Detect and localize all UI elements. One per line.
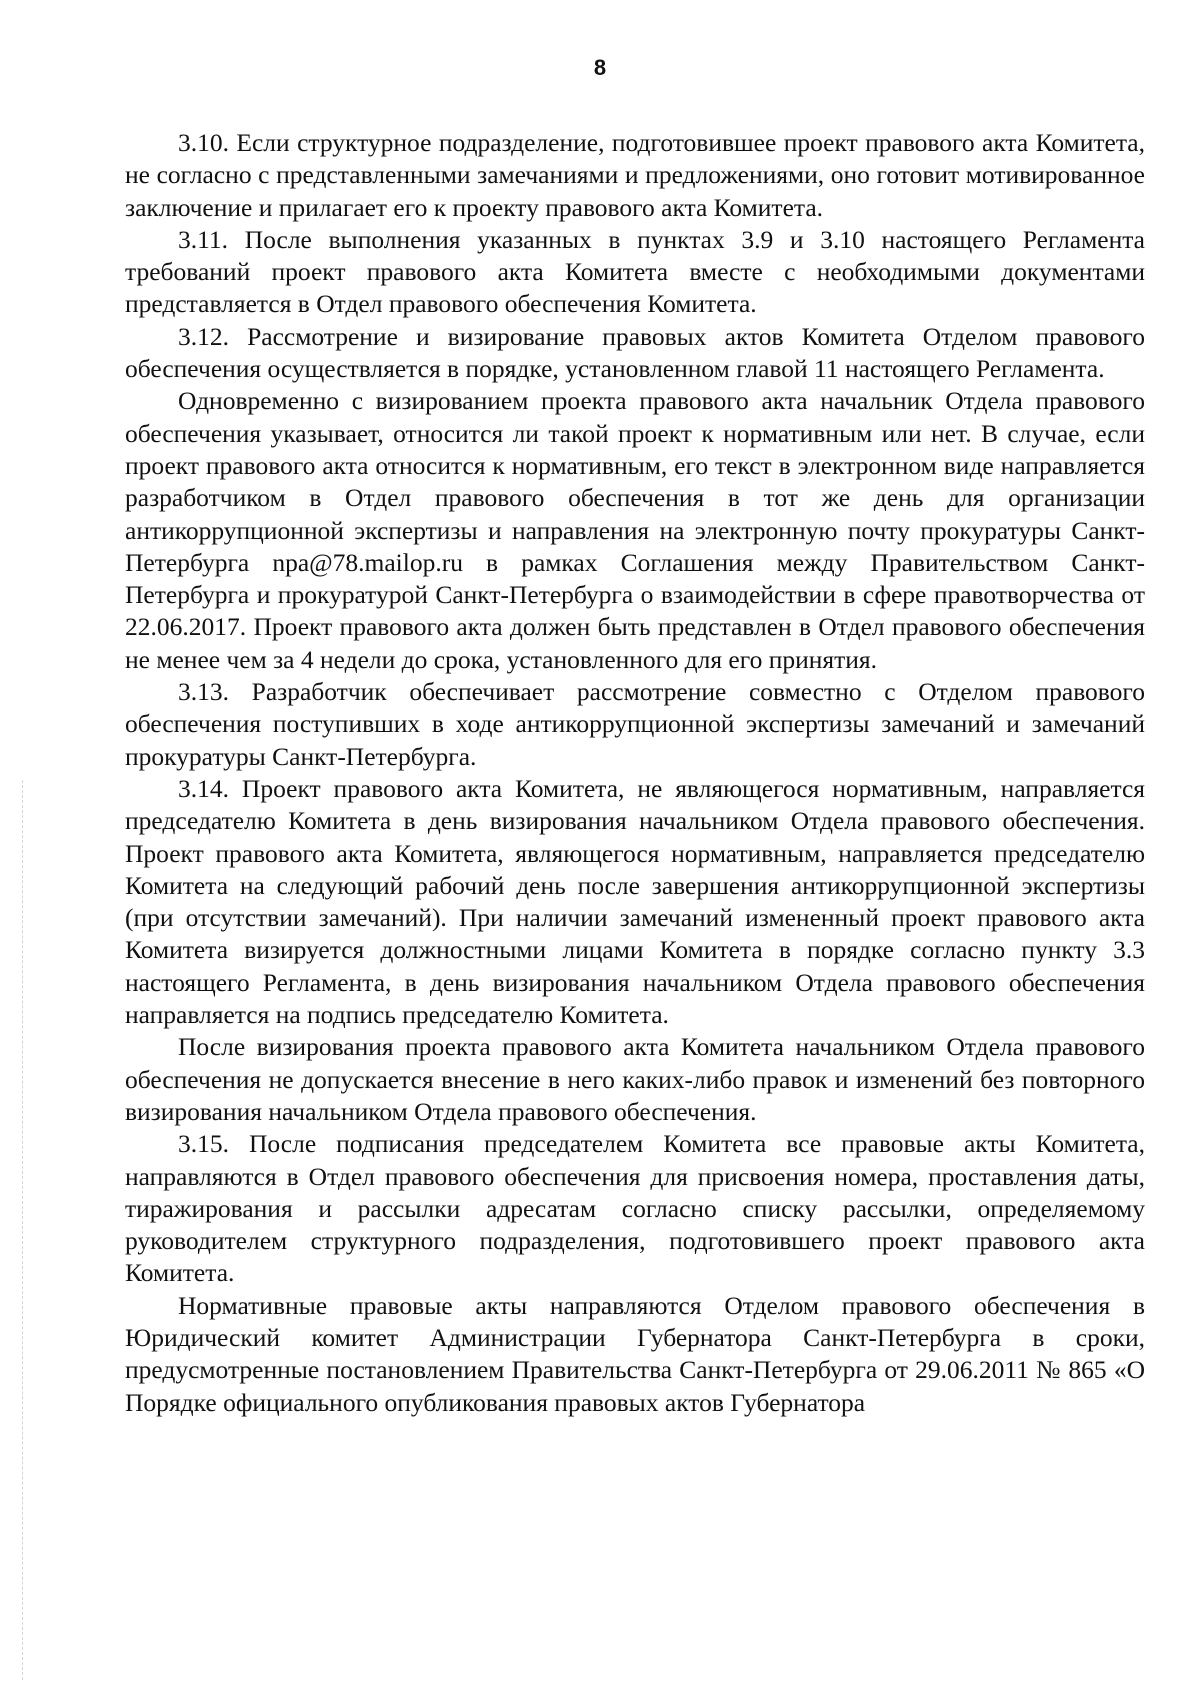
page-number: 8 (593, 55, 607, 80)
paragraph-visa-normative: Одновременно с визированием проекта правового акта начальник Отдела правового обеспечения указывает, относится ли такой проект к нормативным или нет. В случае, если проект правового акта относится к нормативным, его текст в электронном виде направляется разработчиком в Отдел правового обеспечения в тот же день для организации антикоррупционной экспертизы и направления на электронную почту прокуратуры Санкт-Петербурга npa@78.mailop.ru в рамках Соглашения между Правительством Санкт-Петербурга и прокуратурой Санкт-Петербурга о взаимодействии в сфере правотворчества от 22.06.2017. Проект правового акта должен быть представлен в Отдел правового обеспечения не менее чем за 4 недели до срока, установленного для его принятия. (125, 386, 1145, 674)
paragraph-3-12: 3.12. Рассмотрение и визирование правовых актов Комитета Отделом правового обеспечения осуществляется в порядке, установленном главой 11 настоящего Регламента. (125, 321, 1145, 384)
paragraph-3-15: 3.15. После подписания председателем Комитета все правовые акты Комитета, направляются в Отдел правового обеспечения для присвоения номера, проставления даты, тиражирования и рассылки адресатам согласно списку рассылки, определяемому руководителем структурного подразделения, подготовившего проект правового акта Комитета. (125, 1129, 1145, 1288)
paragraph-3-13: 3.13. Разработчик обеспечивает рассмотрение совместно с Отделом правового обеспечения поступивших в ходе антикоррупционной экспертизы замечаний и замечаний прокуратуры Санкт-Петербурга. (125, 677, 1145, 771)
paragraph-3-11: 3.11. После выполнения указанных в пунктах 3.9 и 3.10 настоящего Регламента требований проект правового акта Комитета вместе с необходимыми документами представляется в Отдел правового обеспечения Комитета. (125, 224, 1145, 319)
paragraph-3-14: 3.14. Проект правового акта Комитета, не являющегося нормативным, направляется председателю Комитета в день визирования начальником Отдела правового обеспечения. Проект правового акта Комитета, являющегося нормативным, направляется председателю Комитета на следующий рабочий день после завершения антикоррупционной экспертизы (при отсутствии замечаний). При наличии замечаний измененный проект правового акта Комитета визируется должностными лицами Комитета в порядке согласно пункту 3.3 настоящего Регламента, в день визирования начальником Отдела правового обеспечения направляется на подпись председателю Комитета. (125, 773, 1145, 1030)
paragraph-3-10: 3.10. Если структурное подразделение, подготовившее проект правового акта Комитета, не согласно с представленными замечаниями и предложениями, оно готовит мотивированное заключение и прилагает его к проекту правового акта Комитета. (125, 128, 1145, 222)
document-body (125, 127, 1145, 1419)
paragraph-normative-acts: Нормативные правовые акты направляются Отделом правового обеспечения в Юридический комитет Администрации Губернатора Санкт-Петербурга в сроки, предусмотренные постановлением Правительства Санкт-Петербурга от 29.06.2011 № 865 «О Порядке официального опубликования правовых актов Губернатора (125, 1290, 1145, 1417)
scan-edge-artifact (22, 780, 23, 1680)
paragraph-after-visa: После визирования проекта правового акта Комитета начальником Отдела правового обеспечения не допускается внесение в него каких-либо правок и изменений без повторного визирования начальником Отдела правового обеспечения. (125, 1032, 1145, 1126)
